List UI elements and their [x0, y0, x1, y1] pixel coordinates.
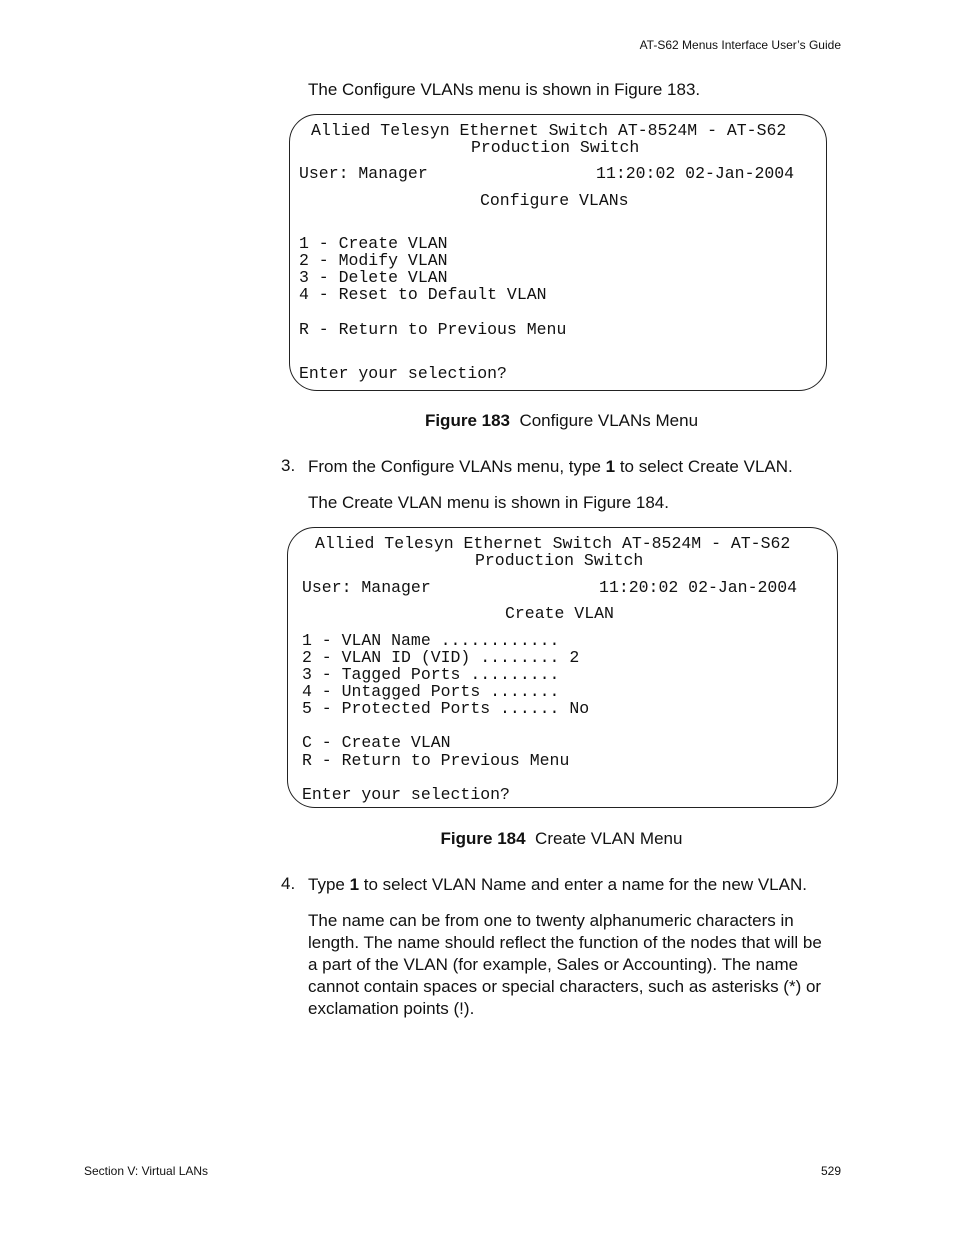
menu-option-modify-vlan: 2 - Modify VLAN: [299, 251, 448, 270]
step-4-bold: 1: [349, 875, 360, 894]
screen-subtitle-line: Production Switch: [475, 551, 644, 570]
step-3-text-after: to select Create VLAN.: [615, 457, 793, 476]
step-3-number: 3.: [281, 456, 296, 475]
menu-option-tagged-ports: 3 - Tagged Ports .........: [302, 665, 560, 684]
running-header: AT-S62 Menus Interface User’s Guide: [639, 38, 841, 52]
step-4-text-before: Type: [308, 875, 350, 894]
menu-option-create-vlan: 1 - Create VLAN: [299, 234, 448, 253]
figure-184-caption: [290, 829, 833, 849]
screen-menu-title: Configure VLANs: [480, 191, 629, 210]
menu-option-protected-ports: 5 - Protected Ports ...... No: [302, 699, 590, 718]
step-3-text-before: From the Configure VLANs menu, type: [308, 457, 606, 476]
figure-183-caption: [290, 411, 833, 431]
footer-section: Section V: Virtual LANs: [84, 1164, 209, 1178]
screen-user-line: User: Manager 11:20:02 02-Jan-2004: [302, 578, 798, 597]
intro-create-vlan: The Create VLAN menu is shown in Figure 184.: [308, 493, 669, 512]
footer-page-number: 529: [820, 1164, 841, 1178]
terminal-screen-configure-vlans: [289, 114, 827, 391]
selection-prompt: Enter your selection?: [299, 364, 507, 383]
step-4-text: [308, 874, 807, 896]
paragraph-line: length. The name should reflect the function of the nodes that will be: [308, 933, 822, 952]
paragraph-line: The name can be from one to twenty alphanumeric characters in: [308, 911, 794, 930]
paragraph-line: cannot contain spaces or special characters, such as asterisks (*) or: [308, 977, 822, 996]
step-3-bold: 1: [605, 457, 616, 476]
terminal-screen-create-vlan: [287, 527, 838, 808]
menu-option-vlan-name: 1 - VLAN Name ............: [302, 631, 560, 650]
figure-label: Figure 184: [440, 829, 526, 848]
intro-configure-vlans: The Configure VLANs menu is shown in Figure 183.: [308, 80, 701, 99]
menu-option-reset-default: 4 - Reset to Default VLAN: [299, 285, 547, 304]
figure-label: Figure 183: [424, 411, 510, 430]
screen-menu-title: Create VLAN: [505, 604, 614, 623]
menu-option-create: C - Create VLAN: [302, 733, 451, 752]
figure-title: Create VLAN Menu: [535, 829, 683, 848]
screen-user-line: User: Manager 11:20:02 02-Jan-2004: [299, 164, 795, 183]
paragraph-line: exclamation points (!).: [308, 999, 475, 1018]
menu-option-return: R - Return to Previous Menu: [302, 751, 570, 770]
step-3-text: [308, 456, 793, 478]
menu-option-return: R - Return to Previous Menu: [299, 320, 567, 339]
figure-title: Configure VLANs Menu: [519, 411, 699, 430]
menu-option-vlan-id: 2 - VLAN ID (VID) ........ 2: [302, 648, 580, 667]
paragraph-line: a part of the VLAN (for example, Sales or Accounting). The name: [308, 955, 799, 974]
screen-subtitle-line: Production Switch: [471, 138, 640, 157]
vlan-name-paragraph: [308, 910, 848, 1020]
step-4-number: 4.: [281, 874, 296, 893]
step-4-text-after: to select VLAN Name and enter a name for the new VLAN.: [359, 875, 807, 894]
menu-option-untagged-ports: 4 - Untagged Ports .......: [302, 682, 560, 701]
menu-option-delete-vlan: 3 - Delete VLAN: [299, 268, 448, 287]
screen-title-line: Allied Telesyn Ethernet Switch AT-8524M - AT-S62: [315, 534, 791, 553]
selection-prompt: Enter your selection?: [302, 785, 510, 804]
screen-title-line: Allied Telesyn Ethernet Switch AT-8524M - AT-S62: [311, 121, 787, 140]
